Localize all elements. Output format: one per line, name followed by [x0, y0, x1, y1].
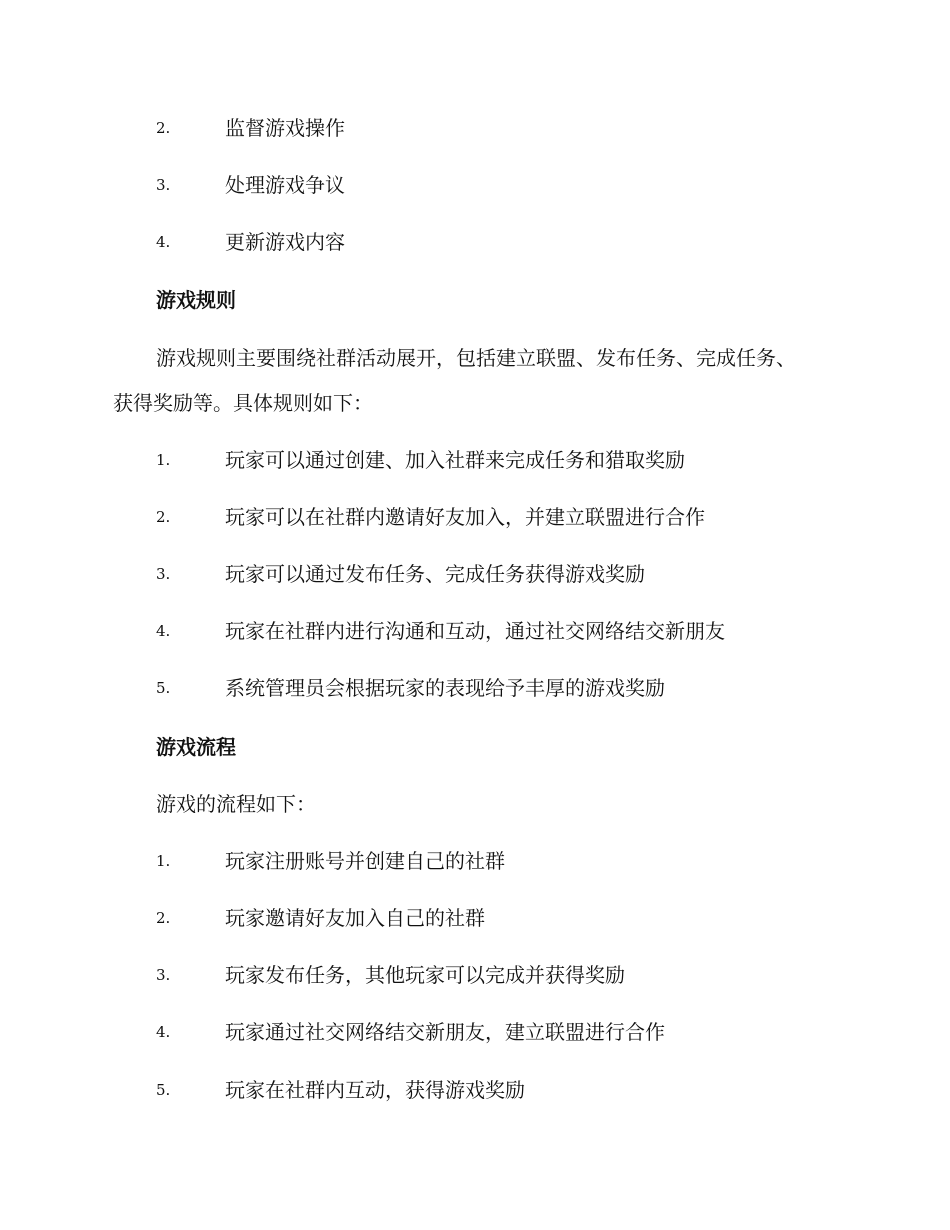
list-text: 监督游戏操作 — [225, 116, 345, 140]
list-text: 玩家可以通过创建、加入社群来完成任务和猎取奖励 — [225, 448, 685, 472]
list-number: 2. — [156, 508, 171, 526]
list-text: 玩家可以通过发布任务、完成任务获得游戏奖励 — [225, 562, 645, 586]
list-number: 5. — [156, 1081, 171, 1099]
list-text: 系统管理员会根据玩家的表现给予丰厚的游戏奖励 — [225, 676, 665, 700]
list-number: 4. — [156, 233, 171, 251]
list-number: 4. — [156, 622, 171, 640]
list-text: 处理游戏争议 — [225, 173, 345, 197]
section-heading-flow: 游戏流程 — [156, 735, 236, 759]
list-item — [0, 670, 950, 706]
list-text: 玩家注册账号并创建自己的社群 — [225, 849, 505, 873]
list-number: 1. — [156, 451, 171, 469]
list-number: 3. — [156, 966, 171, 984]
list-item — [0, 442, 950, 478]
list-item — [0, 556, 950, 592]
list-text: 玩家邀请好友加入自己的社群 — [225, 906, 485, 930]
list-item — [0, 110, 950, 146]
list-item — [0, 1072, 950, 1108]
list-number: 2. — [156, 119, 171, 137]
list-text: 更新游戏内容 — [225, 230, 345, 254]
list-item — [0, 167, 950, 203]
flow-intro-paragraph: 游戏的流程如下： — [156, 792, 316, 816]
list-number: 3. — [156, 176, 171, 194]
list-number: 2. — [156, 909, 171, 927]
list-item — [0, 499, 950, 535]
list-text: 玩家可以在社群内邀请好友加入，并建立联盟进行合作 — [225, 505, 705, 529]
list-text: 玩家通过社交网络结交新朋友，建立联盟进行合作 — [225, 1020, 665, 1044]
list-number: 3. — [156, 565, 171, 583]
list-number: 1. — [156, 852, 171, 870]
rules-intro-paragraph: 游戏规则主要围绕社群活动展开，包括建立联盟、发布任务、完成任务、获得奖励等。具体规则如下： — [113, 346, 796, 415]
list-number: 5. — [156, 679, 171, 697]
list-item — [0, 843, 950, 879]
list-text: 玩家在社群内互动，获得游戏奖励 — [225, 1078, 525, 1102]
list-item — [0, 1014, 950, 1050]
list-item — [0, 957, 950, 993]
list-number: 4. — [156, 1023, 171, 1041]
list-text: 玩家发布任务，其他玩家可以完成并获得奖励 — [225, 963, 625, 987]
section-heading-rules: 游戏规则 — [156, 288, 236, 312]
list-text: 玩家在社群内进行沟通和互动，通过社交网络结交新朋友 — [225, 619, 725, 643]
list-item — [0, 224, 950, 260]
list-item — [0, 613, 950, 649]
list-item — [0, 900, 950, 936]
